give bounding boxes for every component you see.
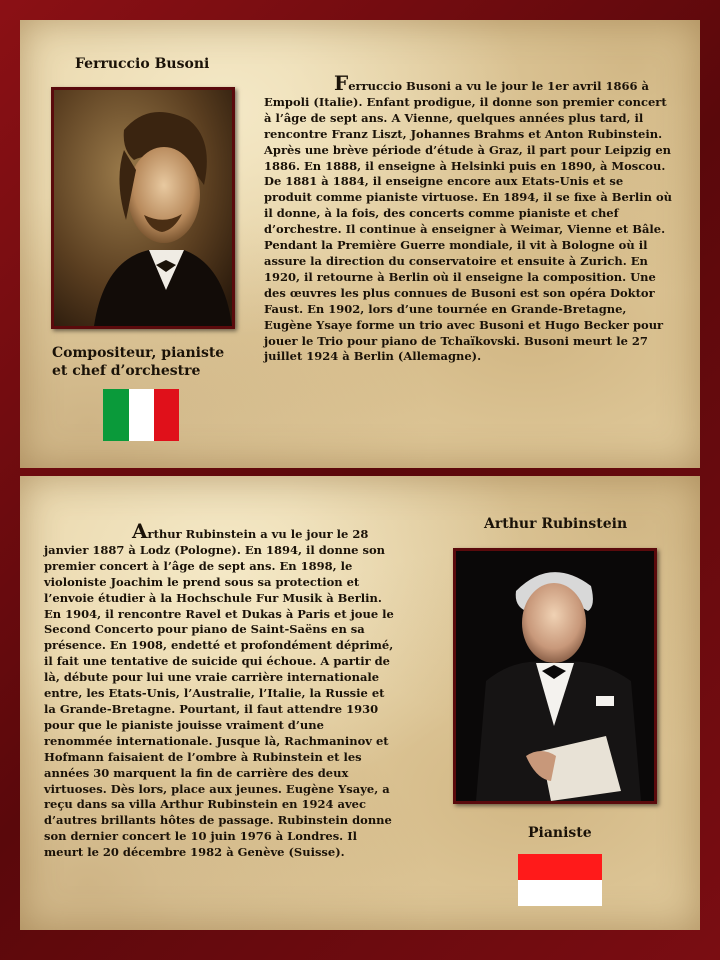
rubinstein-biography bbox=[44, 519, 394, 861]
italy-flag-green bbox=[103, 389, 129, 441]
rubinstein-name: Arthur Rubinstein bbox=[484, 516, 628, 532]
busoni-drop-cap: F bbox=[334, 71, 349, 95]
poland-flag-red bbox=[518, 854, 602, 880]
poland-flag bbox=[518, 854, 602, 906]
busoni-bio-text: erruccio Busoni a vu le jour le 1er avril 1866 à Empoli (Italie). Enfant prodigue, il donne son premier concert à l’âge de sept ans. A Vienne, quelques années plus tard, il rencontre Franz Liszt, Johannes Brahms et Anton Rubinstein. Après une brève période d’étude à Graz, il part pour Leipzig en 1886. En 1888, il enseigne à Helsinki puis en 1890, à Moscou. De 1881 à 1884, il enseigne encore aux Etats-Unis et se produit comme pianiste virtuose. En 1894, il se fixe à Berlin où il donne, à la fois, des concerts comme pianiste et chef d’orchestre. Il continue à enseigner à Weimar, Vienne et Bâle. Pendant la Première Guerre mondiale, il vit à Bologne où il assure la direction du conservatoire et ensuite à Zurich. En 1920, il retourne à Berlin où il enseigne la composition. Une des œuvres les plus connues de Busoni est son opéra Doktor Faust. En 1902, lors d’une tournée en Grande-Bretagne, Eugène Ysaye forme un trio avec Busoni et Hugo Becker pour jouer le Trio pour piano de Tchaïkovski. Busoni meurt le 27 juillet 1924 à Berlin (Allemagne). bbox=[264, 79, 673, 364]
busoni-role-line2: et chef d’orchestre bbox=[52, 363, 201, 379]
busoni-role-line1: Compositeur, pianiste bbox=[52, 345, 225, 361]
italy-flag-red bbox=[154, 389, 179, 441]
rubinstein-bio-text: rthur Rubinstein a vu le jour le 28 janvier 1887 à Lodz (Pologne). En 1894, il donne son premier concert à l’âge de sept ans. En 1898, le violoniste Joachim le prend sous sa protection et l’envoie étudier à la Hochschule Fur Musik à Berlin. En 1904, il rencontre Ravel et Dukas à Paris et joue le Second Concerto pour piano de Saint-Saëns en sa présence. En 1908, endetté et profondément déprimé, il fait une tentative de suicide qui échoue. A partir de là, débute pour lui une vraie carrière internationale entre, les Etats-Unis, l’Australie, l’Italie, la Russie et la Grande-Bretagne. Pourtant, il faut attendre 1930 pour que le pianiste jouisse vraiment d’une renommée internationale. Jusque là, Rachmaninov et Hofmann faisaient de l’ombre à Rubinstein et les années 30 marquent la fin de carrière des deux virtuoses. Dès lors, place aux jeunes. Eugène Ysaye, a reçu dans sa villa Arthur Rubinstein en 1924 avec d’autres brillants hôtes de passage. Rubinstein donne son dernier concert le 10 juin 1976 à Londres. Il meurt le 20 décembre 1982 à Genève (Suisse). bbox=[44, 527, 394, 860]
italy-flag bbox=[103, 389, 179, 441]
rubinstein-role: Pianiste bbox=[528, 825, 592, 841]
busoni-portrait bbox=[51, 87, 235, 329]
busoni-panel bbox=[20, 20, 700, 468]
busoni-biography bbox=[264, 71, 674, 365]
poland-flag-white bbox=[518, 880, 602, 906]
italy-flag-white bbox=[129, 389, 154, 441]
busoni-portrait-image bbox=[54, 90, 232, 326]
rubinstein-portrait-image bbox=[456, 551, 654, 801]
busoni-role bbox=[52, 344, 224, 380]
busoni-name: Ferruccio Busoni bbox=[75, 56, 210, 72]
rubinstein-drop-cap: A bbox=[132, 519, 148, 543]
rubinstein-portrait bbox=[453, 548, 657, 804]
rubinstein-panel bbox=[20, 476, 700, 930]
